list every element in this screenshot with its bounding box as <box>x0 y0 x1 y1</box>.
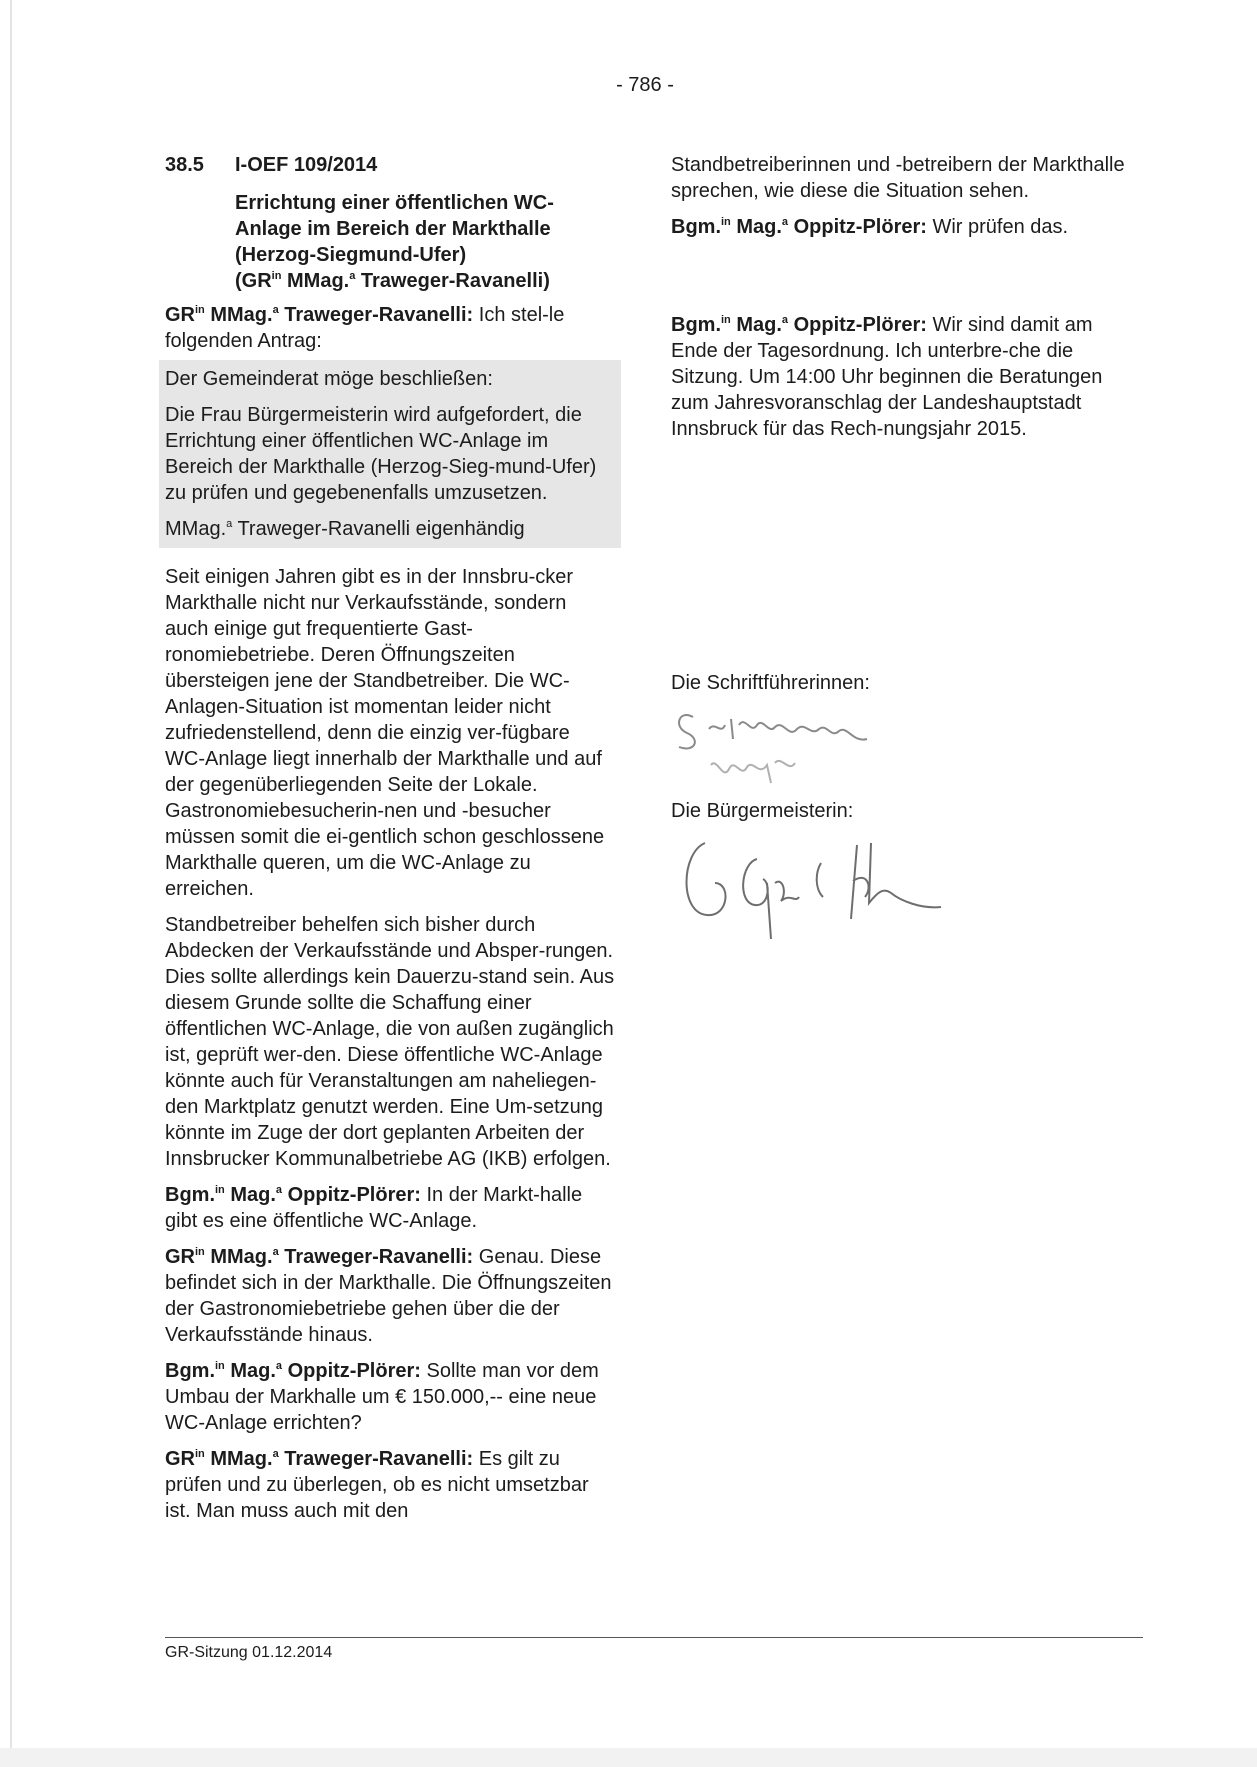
title-line: (Herzog-Siegmund-Ufer) <box>235 244 467 266</box>
agenda-item-title <box>235 190 615 294</box>
mayor-signature <box>671 823 991 943</box>
title-author: ($GR^{in}$ MMag.$^a$ Traweger-Ravanelli) <box>235 270 550 292</box>
scan-bottom-margin <box>0 1748 1257 1767</box>
speaker-statement: $GR^{in}$ MMag.$^a$ Traweger-Ravanelli: Es gilt zu prüfen und zu überlegen, ob es nicht umsetzbar ist. Man muss auch mit den <box>165 1448 589 1522</box>
speaker-statement: $GR^{in}$ MMag.$^a$ Traweger-Ravanelli: Genau. Diese befindet sich in der Markthalle. Die Öffnungszeiten der Gastronomiebetriebe gehen über die der Verkaufsstände hinaus. <box>165 1246 612 1346</box>
signature-block <box>671 672 1071 943</box>
speaker-statement: Bgm.$^{in}$ Mag.$^a$ Oppitz-Plörer: Wir prüfen das. <box>671 216 1069 238</box>
footer-session-date: GR-Sitzung 01.12.2014 <box>165 1644 333 1661</box>
paragraph: Seit einigen Jahren gibt es in der Innsbru-cker Markthalle nicht nur Verkaufsstände, sondern auch einige gut frequentierte Gast-ronomiebetriebe. Deren Öffnungszeiten übersteigen jene der Standbetreiber. Die WC-Anlagen-Situation ist momentan leider nicht zufriedenstellend, denn die einzig ver-fügbare WC-Anlage liegt innerhalb der Markthalle und auf der gegenüberliegenden Seite der Lokale. Gastronomiebesucherin-nen und -besucher müssen somit die ei-gentlich schon geschlossene Markthalle queren, um die WC-Anlage zu erreichen. <box>165 566 605 900</box>
left-column <box>165 152 615 1524</box>
motion-body: Die Frau Bürgermeisterin wird aufgefordert, die Errichtung einer öffentlichen WC-Anlage im Bereich der Markthalle (Herzog-Sieg-mund-Ufer) zu prüfen und gegebenenfalls umzusetzen. <box>165 404 597 504</box>
motion-box <box>159 360 621 548</box>
agenda-item-number: 38.5 <box>165 154 204 176</box>
speaker-bgm: Bgm.$^{in}$ Mag.$^a$ Oppitz-Plörer: <box>671 314 927 336</box>
paragraph: Standbetreiber behelfen sich bisher durch Abdecken der Verkaufsstände und Absper-rungen. Dies sollte allerdings kein Dauerzu-stand sein. Aus diesem Grunde sollte die Schaffung einer öffentlichen WC-Anlage, die von außen zugänglich ist, geprüft wer-den. Diese öffentliche WC-Anlage könnte auch für Veranstaltungen am naheliegen-den Marktplatz genutzt werden. Eine Um-setzung könnte im Zuge der dort geplanten Arbeiten der Innsbrucker Kommunalbetriebe AG (IKB) erfolgen. <box>165 914 615 1170</box>
recorders-signatures <box>671 695 971 800</box>
speaker-gr: $GR^{in}$ MMag.$^a$ Traweger-Ravanelli: <box>165 304 474 326</box>
footer-rule <box>165 1637 1143 1638</box>
continuation-text: Standbetreiberinnen und -betreibern der Markthalle sprechen, wie diese die Situation sehen. <box>671 154 1125 202</box>
agenda-item-code: I-OEF 109/2014 <box>235 154 378 176</box>
agenda-item-header <box>165 152 615 178</box>
speaker-statement: Bgm.$^{in}$ Mag.$^a$ Oppitz-Plörer: Sollte man vor dem Umbau der Markhalle um € 150.000,-- eine neue WC-Anlage errichten? <box>165 1360 599 1434</box>
speaker-statement: $GR^{in}$ MMag.$^a$ Traweger-Ravanelli: Ich stel-le folgenden Antrag: <box>165 304 565 352</box>
scan-edge <box>10 0 12 1767</box>
motion-signed: MMag.$^a$ Traweger-Ravanelli eigenhändig <box>165 518 525 540</box>
title-line: Anlage im Bereich der Markthalle <box>235 218 551 240</box>
speaker-bgm: Bgm.$^{in}$ Mag.$^a$ Oppitz-Plörer: <box>671 216 927 238</box>
speaker-statement: Bgm.$^{in}$ Mag.$^a$ Oppitz-Plörer: Wir sind damit am Ende der Tagesordnung. Ich unterbre-che die Sitzung. Um 14:00 Uhr beginnen die Beratungen zum Jahresvoranschlag der Landeshauptstadt Innsbruck für das Rech-nungsjahr 2015. <box>671 314 1103 440</box>
speaker-statement: Bgm.$^{in}$ Mag.$^a$ Oppitz-Plörer: In der Markt-halle gibt es eine öffentliche WC-Anlage. <box>165 1184 583 1232</box>
title-line: Errichtung einer öffentlichen WC- <box>235 192 554 214</box>
speaker-gr: $GR^{in}$ MMag.$^a$ Traweger-Ravanelli: <box>165 1448 474 1470</box>
right-column <box>671 152 1141 442</box>
page-number: - 786 - <box>616 74 674 96</box>
motion-lead: Der Gemeinderat möge beschließen: <box>165 368 493 390</box>
speaker-bgm: Bgm.$^{in}$ Mag.$^a$ Oppitz-Plörer: <box>165 1184 421 1206</box>
speaker-bgm: Bgm.$^{in}$ Mag.$^a$ Oppitz-Plörer: <box>165 1360 421 1382</box>
mayor-label: Die Bürgermeisterin: <box>671 800 854 822</box>
speaker-gr: $GR^{in}$ MMag.$^a$ Traweger-Ravanelli: <box>165 1246 474 1268</box>
recorders-label: Die Schriftführerinnen: <box>671 672 870 694</box>
